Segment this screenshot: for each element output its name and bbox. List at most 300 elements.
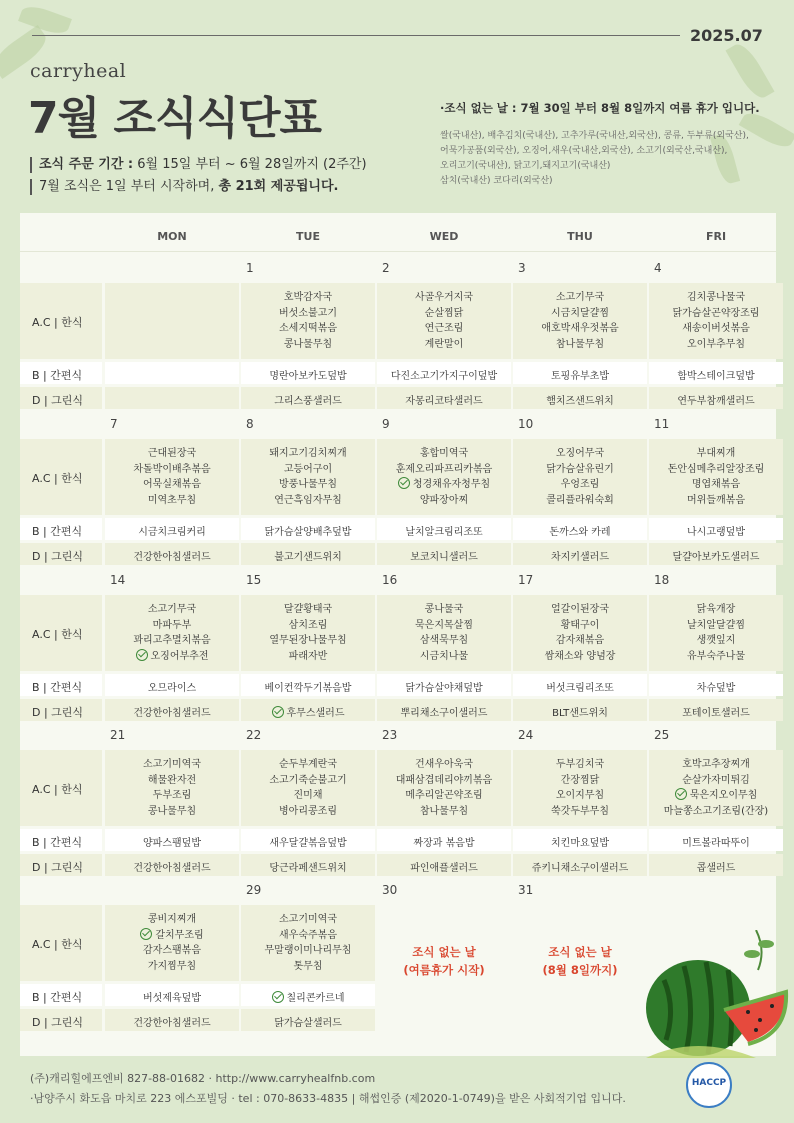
menu-item (513, 633, 647, 649)
menu-item (513, 321, 647, 337)
no-breakfast-text (513, 943, 647, 979)
menu-item (401, 708, 488, 719)
menu-item (241, 959, 375, 975)
menu-item (649, 649, 783, 665)
row-label-b: B | 간편식 (32, 369, 83, 382)
menu-item (241, 928, 375, 944)
b-menu (649, 367, 783, 382)
menu-item-text: 돈안심메추리알장조림 (667, 463, 765, 475)
origin-line: 쌀(국내산), 배추김치(국내산), 고추가루(국내산,외국산), 콩류, 두부류(외국산), (440, 131, 749, 141)
day-number: 15 (246, 573, 262, 587)
menu-item (241, 321, 375, 337)
menu-item (377, 446, 511, 462)
menu-item (649, 306, 783, 322)
menu-item (532, 863, 629, 874)
d-menu (241, 859, 375, 874)
start-bold: 총 21회 제공됩니다. (218, 179, 339, 194)
menu-item-text: 자몽리코타샐러드 (405, 396, 483, 407)
menu-item-text: 콩나물무침 (283, 338, 333, 350)
menu-item (241, 804, 375, 820)
menu-item-text: 묵은지오이무침 (689, 790, 758, 801)
day-number: 4 (654, 261, 662, 275)
no-breakfast-line2: (8월 8일까지) (542, 963, 618, 977)
menu-item-text: 가지찜무침 (147, 960, 197, 972)
d-menu (241, 392, 375, 407)
menu-item-text: 무말랭이미나리무침 (264, 945, 352, 956)
b-menu (241, 989, 375, 1004)
day-number: 17 (518, 573, 534, 587)
day-number: 21 (110, 728, 126, 742)
ac-menu (241, 912, 375, 974)
menu-item-text: 치킨마요덮밥 (551, 838, 609, 849)
ac-menu (105, 757, 239, 819)
row-label-b: B | 간편식 (32, 991, 83, 1004)
menu-item (413, 838, 474, 849)
menu-item (697, 683, 736, 694)
menu-item (241, 337, 375, 353)
menu-item-text: 불고기샌드위치 (274, 552, 342, 563)
menu-item (133, 863, 210, 874)
menu-item-text: 호박고추장찌개 (682, 759, 750, 770)
day-number: 29 (246, 883, 262, 897)
menu-item-text: 부대찌개 (696, 448, 736, 459)
menu-item-text: 함박스테이크덮밥 (677, 371, 755, 382)
menu-item (377, 462, 511, 478)
menu-item (105, 462, 239, 478)
menu-item-text: 톳무침 (293, 960, 323, 972)
menu-item (391, 371, 497, 382)
menu-item (649, 321, 783, 337)
b-menu (513, 679, 647, 694)
ac-menu (513, 446, 647, 508)
menu-item-text: 돼지고기김치찌개 (269, 448, 347, 459)
ac-menu (377, 446, 511, 508)
check-circle-icon (398, 477, 410, 489)
day-number: 25 (654, 728, 670, 742)
menu-item (105, 493, 239, 509)
start-info (30, 179, 338, 195)
menu-item (148, 683, 196, 694)
menu-item (377, 773, 511, 789)
menu-item-text: 간장찜닭 (560, 774, 600, 786)
menu-item (513, 757, 647, 773)
menu-item (241, 462, 375, 478)
menu-item-text: 콩비지찌개 (147, 914, 197, 925)
menu-item-text: 소고기미역국 (279, 914, 337, 925)
menu-item (377, 649, 511, 665)
menu-item (105, 649, 239, 665)
menu-item (138, 527, 206, 538)
order-period-value: 6월 15일 부터 ~ 6월 28일까지 (2주간) (133, 157, 367, 172)
b-menu (377, 834, 511, 849)
menu-item (274, 396, 342, 407)
ac-menu (105, 446, 239, 508)
menu-item (513, 493, 647, 509)
menu-item-text: 머위들깨볶음 (687, 494, 745, 506)
menu-item (105, 912, 239, 928)
d-menu (241, 1014, 375, 1029)
menu-item (649, 337, 783, 353)
menu-item-text: 순살찜닭 (424, 307, 464, 319)
menu-item-text: 참나물무침 (555, 338, 605, 350)
menu-item (105, 446, 239, 462)
menu-item (649, 446, 783, 462)
row-label-ac: A.C | 한식 (32, 316, 83, 329)
ac-menu (241, 446, 375, 508)
menu-item-text: 건새우아욱국 (415, 759, 473, 770)
row-label-b: B | 간편식 (32, 681, 83, 694)
menu-item-text: 시금치나물 (419, 650, 469, 662)
ac-menu (377, 602, 511, 664)
menu-item-text: 감자채볶음 (555, 635, 605, 646)
menu-item-text: 나시고랭덮밥 (687, 527, 745, 538)
menu-item (673, 552, 760, 563)
menu-item-text: 돈까스와 카레 (549, 527, 611, 538)
menu-item (513, 477, 647, 493)
ac-menu (105, 912, 239, 974)
menu-item-text: 시금치크림커리 (138, 527, 206, 538)
menu-item (649, 477, 783, 493)
menu-item-text: 닭가슴살양배추덮밥 (264, 527, 352, 538)
b-menu (513, 367, 647, 382)
menu-item-text: 연근조림 (424, 323, 464, 334)
menu-item (546, 396, 614, 407)
menu-item-text: 닭가슴살샐러드 (274, 1018, 342, 1029)
menu-item-text: 명란아보카도덮밥 (269, 371, 347, 382)
menu-item (377, 633, 511, 649)
year-label: 2025.07 (690, 26, 763, 45)
d-menu (105, 1014, 239, 1029)
menu-item-text: 참나물무침 (419, 805, 469, 817)
ac-menu (513, 757, 647, 819)
menu-item-text: 삼치조림 (288, 619, 328, 631)
page-title: 7월 조식식단표 (28, 93, 321, 144)
menu-item (377, 618, 511, 634)
menu-item-text: 미역초무침 (147, 494, 197, 506)
order-period-label: 조식 주문 기간 : (39, 157, 134, 172)
menu-item-text: 쌈채소와 양념장 (544, 650, 616, 662)
menu-item-text: 연두부참깨샐러드 (677, 396, 755, 407)
menu-item (241, 618, 375, 634)
leaf-decoration (725, 40, 774, 103)
menu-item-text: 소고기미역국 (143, 759, 201, 770)
menu-item-text: 해물완자전 (147, 774, 197, 786)
b-menu (105, 834, 239, 849)
ac-menu (649, 757, 783, 819)
menu-item-text: 오이부추무침 (687, 338, 745, 350)
menu-item-text: 삼색묵무침 (419, 635, 469, 646)
menu-item (513, 462, 647, 478)
menu-item (143, 838, 201, 849)
day-header-wed: WED (429, 230, 459, 243)
menu-item (241, 912, 375, 928)
menu-item (687, 527, 745, 538)
menu-item-text: 날치알달걀찜 (687, 619, 745, 631)
b-menu (105, 679, 239, 694)
b-menu (105, 989, 239, 1004)
b-menu (649, 523, 783, 538)
menu-item-text: 콜리플라워숙회 (546, 494, 614, 506)
menu-item (241, 633, 375, 649)
menu-item (405, 527, 482, 538)
origin-line: 어묵가공품(외국산), 오징어,새우(국내산,외국산), 소고기(외국산,국내산), (440, 146, 728, 156)
b-menu (241, 367, 375, 382)
menu-item (377, 757, 511, 773)
menu-item-text: 두부조림 (152, 790, 192, 801)
menu-item-text: 소고기죽순불고기 (269, 774, 347, 786)
menu-item (105, 804, 239, 820)
day-header-tue: TUE (296, 230, 320, 243)
b-menu (241, 523, 375, 538)
menu-item (513, 649, 647, 665)
ac-menu (241, 602, 375, 664)
menu-item (649, 602, 783, 618)
menu-item-text: 오징어부추전 (150, 650, 209, 662)
b-menu (377, 523, 511, 538)
no-breakfast-line1: 조식 없는 날 (548, 945, 612, 959)
menu-item (377, 337, 511, 353)
header-divider (32, 35, 680, 36)
menu-item (377, 804, 511, 820)
menu-item (133, 1018, 210, 1029)
day-number: 23 (382, 728, 398, 742)
menu-item (241, 788, 375, 804)
row-label-d: D | 그린식 (32, 706, 84, 719)
menu-item (551, 838, 609, 849)
row-label-d: D | 그린식 (32, 394, 84, 407)
menu-item (241, 943, 375, 959)
ac-menu (513, 602, 647, 664)
menu-item-text: 달걀아보카도샐러드 (672, 552, 760, 563)
d-menu (649, 392, 783, 407)
menu-item-text: 당근라페샌드위치 (269, 863, 347, 874)
menu-item-text: 양파스팸덮밥 (143, 838, 201, 849)
menu-item (513, 618, 647, 634)
menu-item-text: 건강한아침샐러드 (133, 552, 211, 563)
header-divider (20, 251, 776, 252)
menu-item-text: 시금치달걀찜 (551, 307, 609, 319)
menu-item-text: 버섯제육덮밥 (143, 993, 201, 1004)
row-label-d: D | 그린식 (32, 550, 84, 563)
menu-item-text: 쑥갓두부무침 (551, 805, 609, 817)
menu-item (513, 306, 647, 322)
menu-item-text: 새우숙주볶음 (279, 929, 337, 941)
menu-item (241, 493, 375, 509)
origin-info (440, 129, 770, 189)
ac-menu (241, 290, 375, 352)
menu-item-text: 열무된장나물무침 (269, 635, 347, 646)
menu-item (269, 863, 346, 874)
ac-menu (241, 757, 375, 819)
d-menu (241, 548, 375, 563)
menu-item-text: 호박감자국 (283, 292, 333, 303)
menu-item (677, 371, 754, 382)
ac-menu (105, 602, 239, 664)
day-number: 8 (246, 417, 254, 431)
menu-item-text: 김치콩나물국 (687, 292, 745, 303)
no-breakfast-text (377, 943, 511, 979)
ac-menu (513, 290, 647, 352)
menu-item (697, 863, 736, 874)
menu-item (105, 788, 239, 804)
menu-item-text: 진미채 (293, 790, 323, 801)
menu-item (405, 683, 482, 694)
menu-item-text: 훈제오리파프리카볶음 (395, 463, 493, 475)
menu-item-text: 감자스팸볶음 (143, 945, 201, 956)
day-number: 31 (518, 883, 534, 897)
menu-item (649, 788, 783, 804)
ac-menu (649, 446, 783, 508)
haccp-badge (686, 1062, 732, 1108)
menu-item (269, 838, 346, 849)
menu-item-text: 명엽채볶음 (691, 479, 741, 490)
menu-item (552, 708, 608, 719)
menu-item-text: 양파장아찌 (419, 494, 469, 506)
menu-item (105, 757, 239, 773)
menu-item-text: 순두부계란국 (279, 759, 337, 770)
d-menu (105, 548, 239, 563)
no-breakfast-line2: (여름휴가 시작) (403, 963, 485, 977)
menu-item (274, 1018, 342, 1029)
menu-item (649, 773, 783, 789)
menu-item (105, 773, 239, 789)
day-number: 24 (518, 728, 534, 742)
menu-item-text: 마파두부 (152, 619, 192, 631)
menu-item-text: 포테이토샐러드 (682, 708, 750, 719)
menu-item (105, 943, 239, 959)
menu-item (649, 757, 783, 773)
d-menu (649, 548, 783, 563)
menu-item-text: 차지키샐러드 (551, 552, 609, 563)
d-menu (105, 859, 239, 874)
d-menu (649, 704, 783, 719)
menu-item (405, 396, 482, 407)
menu-item-text: 연근흑임자무침 (274, 494, 342, 506)
menu-item (410, 863, 478, 874)
menu-item-text: 콥샐러드 (696, 863, 736, 874)
b-menu (377, 367, 511, 382)
d-menu (377, 548, 511, 563)
start-text: 7월 조식은 1일 부터 시작하며, (39, 179, 219, 194)
d-menu (377, 392, 511, 407)
menu-item-text: 순살가자미튀김 (682, 774, 750, 786)
ac-menu (377, 757, 511, 819)
menu-item-text: 후무스샐러드 (286, 708, 345, 719)
b-menu (649, 834, 783, 849)
menu-item (241, 477, 375, 493)
menu-item (269, 371, 346, 382)
check-circle-icon (140, 928, 152, 940)
menu-item-text: 버섯크림리조또 (546, 683, 614, 694)
menu-item (513, 773, 647, 789)
menu-item-text: 미트볼라따뚜이 (682, 838, 750, 849)
menu-item (377, 306, 511, 322)
menu-item (143, 993, 201, 1004)
menu-item-text: 사골우거지국 (415, 292, 473, 303)
day-number: 1 (246, 261, 254, 275)
menu-item-text: 얼갈이된장국 (551, 604, 609, 615)
menu-item-text: 닭가슴살야채덮밥 (405, 683, 483, 694)
menu-item (377, 290, 511, 306)
menu-item-text: 뿌리채소구이샐러드 (400, 708, 488, 719)
b-menu (513, 834, 647, 849)
origin-line: 삼치(국내산) 코다리(외국산) (440, 176, 553, 186)
menu-item (682, 838, 750, 849)
menu-item (272, 708, 345, 719)
menu-item-text: 짜장과 볶음밥 (413, 838, 475, 849)
day-header-fri: FRI (705, 230, 727, 243)
menu-item (649, 804, 783, 820)
watermelon-illustration (636, 930, 794, 1060)
order-period (30, 157, 367, 173)
menu-item (377, 602, 511, 618)
menu-item-text: 쥬키니채소구이샐러드 (531, 863, 629, 874)
day-number: 2 (382, 261, 390, 275)
menu-item (105, 959, 239, 975)
menu-item-text: BLT샌드위치 (552, 708, 608, 719)
menu-item-text: 병아리콩조림 (279, 805, 337, 817)
menu-item-text: 근대된장국 (147, 448, 197, 459)
menu-item-text: 닭육개장 (696, 604, 736, 615)
menu-item-text: 닭가슴살유린기 (546, 463, 614, 475)
menu-item (272, 993, 345, 1004)
menu-item-text: 고등어구이 (283, 463, 333, 475)
menu-item (377, 321, 511, 337)
menu-item-text: 닭가슴살곤약장조림 (672, 307, 760, 319)
check-circle-icon (675, 788, 687, 800)
d-menu (513, 704, 647, 719)
menu-item-text: 보코치니샐러드 (410, 552, 478, 563)
menu-item (105, 477, 239, 493)
menu-item-text: 유부숙주나물 (687, 650, 745, 662)
menu-item-text: 토핑유부초밥 (551, 371, 609, 382)
menu-item (551, 552, 609, 563)
ac-menu (377, 290, 511, 352)
menu-item (241, 306, 375, 322)
day-header-thu: THU (567, 230, 593, 243)
menu-item-text: 파래자반 (288, 650, 328, 662)
b-menu (513, 523, 647, 538)
menu-item (649, 462, 783, 478)
menu-item (649, 633, 783, 649)
d-menu (513, 859, 647, 874)
b-menu (241, 834, 375, 849)
row-label-ac: A.C | 한식 (32, 938, 83, 951)
day-number: 16 (382, 573, 398, 587)
row-label-b: B | 간편식 (32, 525, 83, 538)
menu-item (649, 290, 783, 306)
menu-item-text: 애호박새우젓볶음 (541, 323, 619, 334)
menu-item-text: 꽈리고추멸치볶음 (133, 635, 211, 646)
row-label-d: D | 그린식 (32, 1016, 84, 1029)
menu-item-text: 우엉조림 (560, 479, 600, 490)
menu-item-text: 갈치무조림 (155, 929, 204, 941)
row-label-ac: A.C | 한식 (32, 783, 83, 796)
ac-menu (649, 602, 783, 664)
haccp-label: HACCP (691, 1078, 727, 1088)
menu-item-text: 소고기무국 (147, 604, 197, 615)
d-menu (377, 859, 511, 874)
b-menu (105, 523, 239, 538)
day-number: 30 (382, 883, 398, 897)
menu-item (377, 788, 511, 804)
menu-item-text: 콩나물국 (424, 604, 464, 615)
day-number: 7 (110, 417, 118, 431)
menu-item-text: 그리스풍샐러드 (274, 396, 342, 407)
menu-item-text: 마늘쫑소고기조림(간장) (663, 805, 769, 817)
menu-item (241, 602, 375, 618)
meal-cell-ac (105, 283, 239, 359)
